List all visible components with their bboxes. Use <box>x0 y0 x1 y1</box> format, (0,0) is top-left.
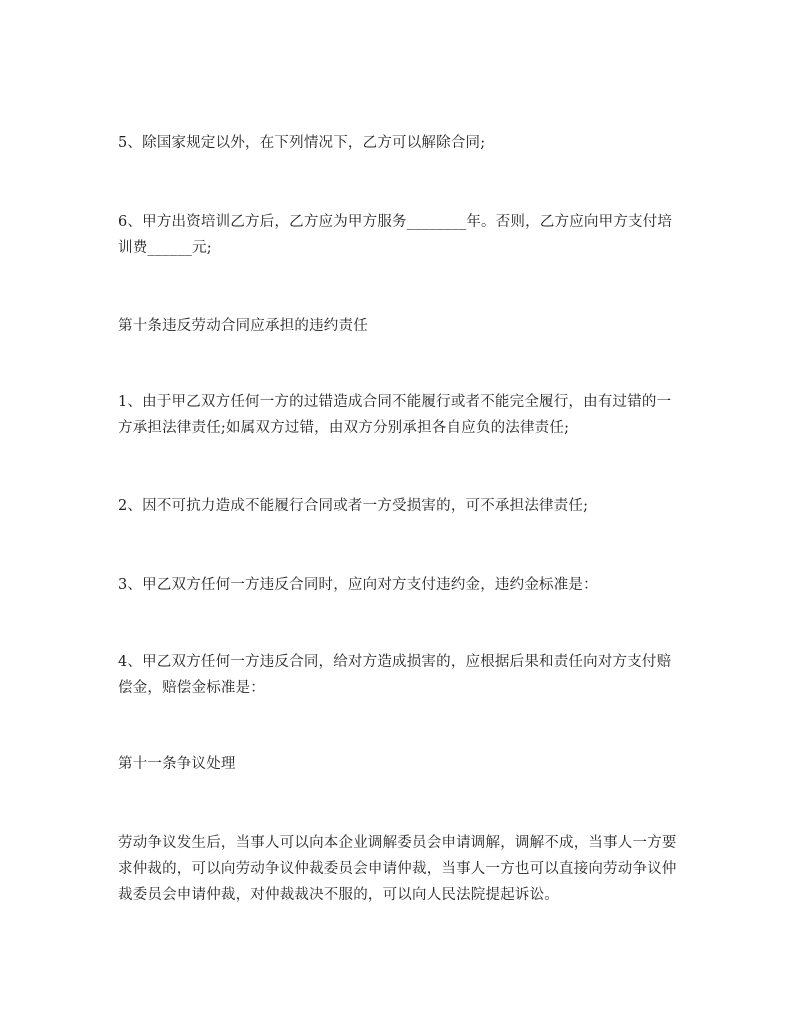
article-10-heading: 第十条违反劳动合同应承担的违约责任 <box>118 317 368 334</box>
article-10-item-4: 4、甲乙双方任何一方违反合同，给对方造成损害的，应根据后果和责任向对方支付赔偿金，赔偿金标准是： <box>118 653 672 696</box>
clause-5-termination-conditions: 5、除国家规定以外，在下列情况下，乙方可以解除合同; <box>118 134 486 151</box>
clause-6-training-service: 6、甲方出资培训乙方后，乙方应为甲方服务________年。否则，乙方应向甲方支付培训费______元; <box>118 213 673 256</box>
article-10-item-1: 1、由于甲乙双方任何一方的过错造成合同不能履行或者不能完全履行，由有过错的一方承担法律责任;如属双方过错，由双方分别承担各自应负的法律责任; <box>118 393 672 436</box>
article-11-dispute-text: 劳动争议发生后，当事人可以向本企业调解委员会申请调解，调解不成，当事人一方要求仲裁的，可以向劳动争议仲裁委员会申请仲裁，当事人一方也可以直接向劳动争议仲裁委员会申请仲裁，对仲裁裁决不服的，可以向人民法院提起诉讼。 <box>118 834 677 903</box>
article-11-heading: 第十一条争议处理 <box>118 755 236 772</box>
article-10-item-3: 3、甲乙双方任何一方违反合同时，应向对方支付违约金，违约金标准是： <box>118 576 598 593</box>
article-10-item-2: 2、因不可抗力造成不能履行合同或者一方受损害的，可不承担法律责任; <box>118 497 589 514</box>
